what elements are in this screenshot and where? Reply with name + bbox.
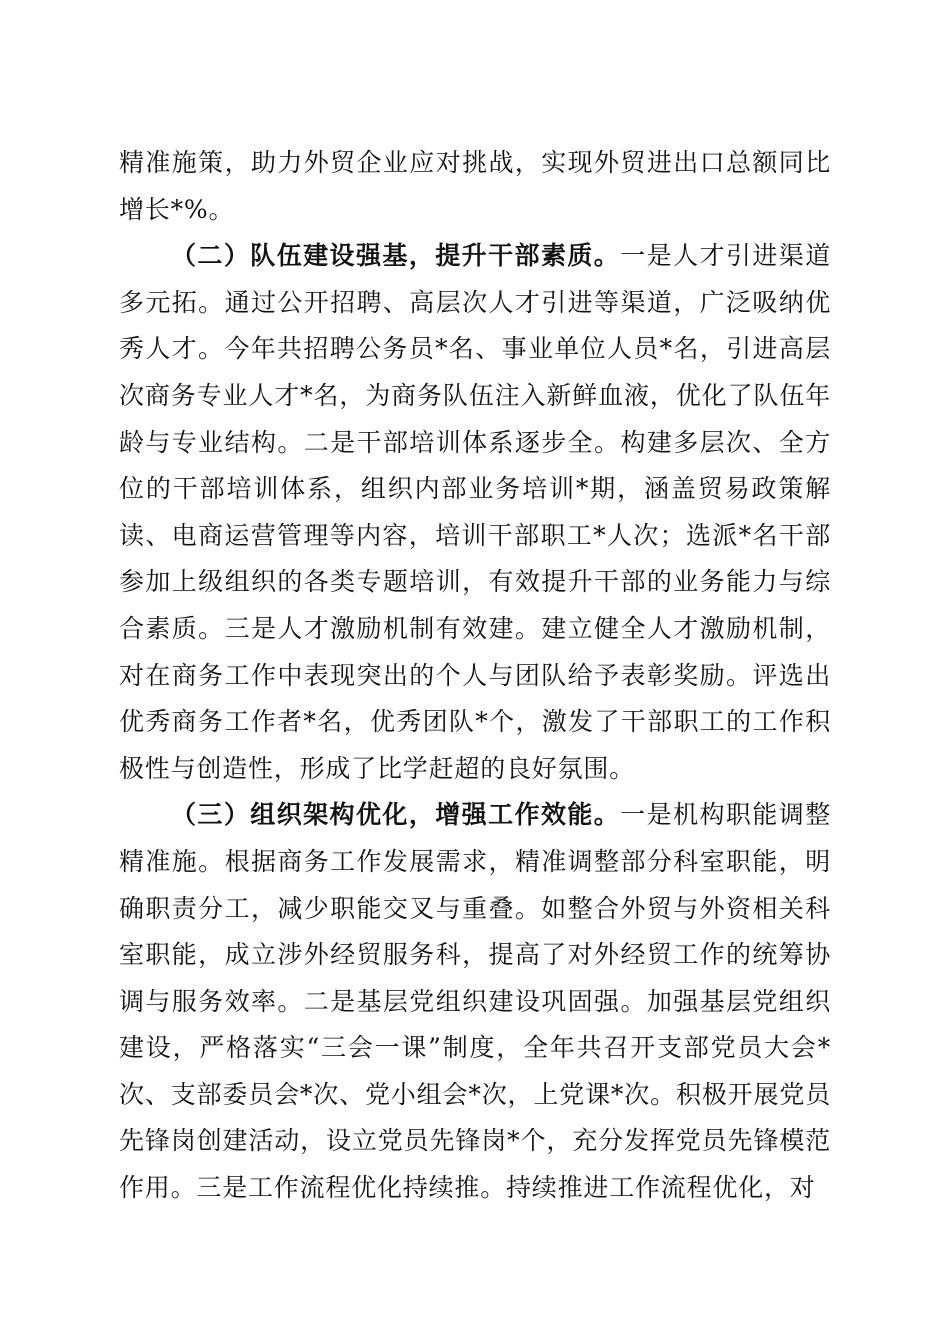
section-heading-2: （二）队伍建设强基，提升干部素质。	[171, 241, 621, 271]
paragraph-org-optimization	[119, 792, 831, 1211]
paragraph-text: 一是机构职能调整精准施。根据商务工作发展需求，精准调整部分科室职能，明确职责分工，减少职能交叉与重叠。如整合外贸与外资相关科室职能，成立涉外经贸服务科，提高了对外经贸工作的统筹协调与服务效率。二是基层党组织建设巩固强。加强基层党组织建设，严格落实“三会一课”制度，全年共召开支部党员大会*次、支部委员会*次、党小组会*次，上党课*次。积极开展党员先锋岗创建活动，设立党员先锋岗*个，充分发挥党员先锋模范作用。三是工作流程优化持续推。持续推进工作流程优化，对	[119, 800, 831, 1203]
paragraph-team-building	[119, 233, 831, 792]
paragraph-text: 一是人才引进渠道多元拓。通过公开招聘、高层次人才引进等渠道，广泛吸纳优秀人才。今年共招聘公务员*名、事业单位人员*名，引进高层次商务专业人才*名，为商务队伍注入新鲜血液，优化了队伍年龄与专业结构。二是干部培训体系逐步全。构建多层次、全方位的干部培训体系，组织内部业务培训*期，涵盖贸易政策解读、电商运营管理等内容，培训干部职工*人次；选派*名干部参加上级组织的各类专题培训，有效提升干部的业务能力与综合素质。三是人才激励机制有效建。建立健全人才激励机制，对在商务工作中表现突出的个人与团队给予表彰奖励。评选出优秀商务工作者*名，优秀团队*个，激发了干部职工的工作积极性与创造性，形成了比学赶超的良好氛围。	[119, 241, 831, 783]
document-body	[119, 140, 831, 1212]
section-heading-3: （三）组织架构优化，增强工作效能。	[171, 800, 621, 830]
paragraph-continuation	[119, 140, 831, 233]
paragraph-text: 精准施策，助力外贸企业应对挑战，实现外贸进出口总额同比增长*%。	[119, 148, 831, 224]
